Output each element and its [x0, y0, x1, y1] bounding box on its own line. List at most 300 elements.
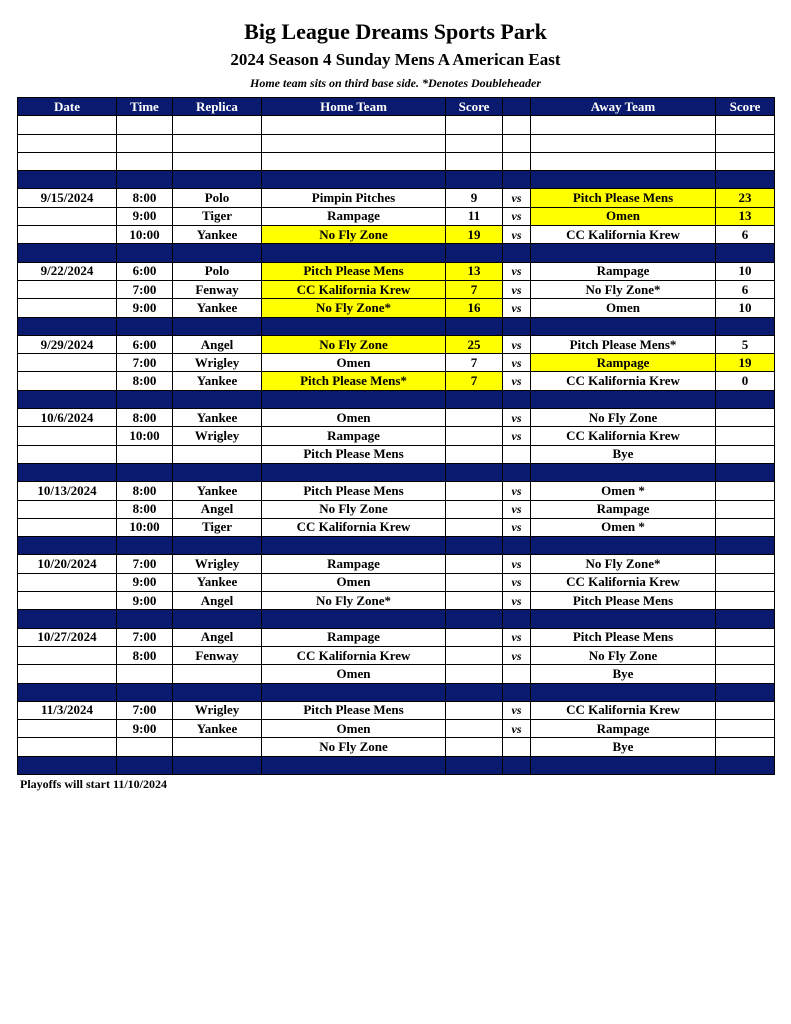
table-row [18, 427, 775, 445]
week-separator [18, 244, 775, 262]
separator-cell [117, 537, 173, 555]
replica-cell: Yankee [173, 482, 262, 500]
home-team-cell: Pitch Please Mens [262, 482, 446, 500]
home-team-cell: Omen [262, 409, 446, 427]
away-team-cell: CC Kalifornia Krew [531, 701, 716, 719]
separator-cell [18, 610, 117, 628]
home-score-cell: 25 [446, 335, 503, 353]
separator-cell [446, 390, 503, 408]
table-row [18, 299, 775, 317]
vs-cell [503, 738, 531, 756]
separator-cell [503, 463, 531, 481]
date-cell: 11/3/2024 [18, 701, 117, 719]
date-cell [18, 738, 117, 756]
away-score-cell [716, 152, 775, 170]
away-score-cell [716, 116, 775, 134]
week-separator [18, 171, 775, 189]
separator-cell [503, 390, 531, 408]
away-score-cell [716, 573, 775, 591]
replica-cell: Tiger [173, 518, 262, 536]
home-score-cell: 16 [446, 299, 503, 317]
date-cell [18, 518, 117, 536]
separator-cell [446, 463, 503, 481]
away-team-cell [531, 152, 716, 170]
replica-cell [173, 152, 262, 170]
vs-cell: vs [503, 262, 531, 280]
replica-cell: Yankee [173, 409, 262, 427]
week-separator [18, 317, 775, 335]
date-cell: 10/6/2024 [18, 409, 117, 427]
separator-cell [262, 244, 446, 262]
separator-cell [716, 317, 775, 335]
away-score-cell [716, 701, 775, 719]
table-row [18, 518, 775, 536]
away-score-cell: 13 [716, 207, 775, 225]
away-team-cell: No Fly Zone [531, 409, 716, 427]
away-score-cell: 0 [716, 372, 775, 390]
separator-cell [446, 317, 503, 335]
home-team-cell [262, 134, 446, 152]
date-cell [18, 226, 117, 244]
vs-cell [503, 152, 531, 170]
home-score-cell [446, 134, 503, 152]
separator-cell [173, 756, 262, 774]
vs-cell: vs [503, 189, 531, 207]
separator-cell [716, 683, 775, 701]
home-score-cell: 11 [446, 207, 503, 225]
table-row [18, 592, 775, 610]
home-score-cell [446, 500, 503, 518]
replica-cell: Wrigley [173, 555, 262, 573]
separator-cell [173, 683, 262, 701]
separator-cell [262, 390, 446, 408]
home-score-cell [446, 628, 503, 646]
separator-cell [117, 756, 173, 774]
time-cell: 9:00 [117, 720, 173, 738]
time-cell [117, 134, 173, 152]
table-row [18, 372, 775, 390]
home-score-cell [446, 720, 503, 738]
separator-cell [531, 171, 716, 189]
time-cell: 7:00 [117, 354, 173, 372]
table-row [18, 354, 775, 372]
vs-cell: vs [503, 299, 531, 317]
column-header-date: Date [18, 98, 117, 116]
time-cell: 7:00 [117, 628, 173, 646]
replica-cell: Tiger [173, 207, 262, 225]
date-cell [18, 116, 117, 134]
time-cell: 7:00 [117, 280, 173, 298]
separator-cell [262, 610, 446, 628]
vs-cell: vs [503, 354, 531, 372]
separator-cell [18, 756, 117, 774]
replica-cell: Polo [173, 189, 262, 207]
date-cell: 9/22/2024 [18, 262, 117, 280]
away-score-cell [716, 445, 775, 463]
time-cell: 8:00 [117, 482, 173, 500]
away-team-cell: No Fly Zone* [531, 280, 716, 298]
separator-cell [503, 683, 531, 701]
time-cell [117, 738, 173, 756]
away-score-cell: 5 [716, 335, 775, 353]
separator-cell [262, 463, 446, 481]
vs-cell: vs [503, 646, 531, 664]
separator-cell [716, 756, 775, 774]
time-cell [117, 152, 173, 170]
schedule-table [17, 97, 775, 775]
vs-cell: vs [503, 518, 531, 536]
separator-cell [503, 537, 531, 555]
away-score-cell: 10 [716, 299, 775, 317]
time-cell: 7:00 [117, 555, 173, 573]
table-row [18, 226, 775, 244]
date-cell [18, 573, 117, 591]
date-cell [18, 134, 117, 152]
home-score-cell [446, 445, 503, 463]
home-team-cell: No Fly Zone [262, 738, 446, 756]
separator-cell [18, 244, 117, 262]
header-note: Home team sits on third base side. *Denotes Doubleheader [250, 76, 541, 90]
home-team-cell [262, 116, 446, 134]
home-score-cell [446, 573, 503, 591]
home-score-cell [446, 116, 503, 134]
away-score-cell [716, 427, 775, 445]
away-score-cell [716, 409, 775, 427]
home-score-cell: 13 [446, 262, 503, 280]
home-team-cell: Pitch Please Mens [262, 701, 446, 719]
away-score-cell [716, 646, 775, 664]
vs-cell [503, 445, 531, 463]
home-score-cell [446, 152, 503, 170]
date-cell [18, 299, 117, 317]
table-row [18, 555, 775, 573]
away-team-cell: Rampage [531, 354, 716, 372]
home-score-cell [446, 592, 503, 610]
separator-cell [503, 756, 531, 774]
replica-cell [173, 738, 262, 756]
away-team-cell: Rampage [531, 720, 716, 738]
page-title: Big League Dreams Sports Park [244, 19, 547, 44]
replica-cell: Fenway [173, 280, 262, 298]
away-score-cell [716, 500, 775, 518]
replica-cell: Angel [173, 335, 262, 353]
time-cell [117, 445, 173, 463]
replica-cell [173, 116, 262, 134]
table-row [18, 134, 775, 152]
separator-cell [531, 537, 716, 555]
home-score-cell [446, 482, 503, 500]
date-cell [18, 665, 117, 683]
vs-cell: vs [503, 555, 531, 573]
away-team-cell: Omen [531, 299, 716, 317]
separator-cell [18, 463, 117, 481]
home-team-cell: No Fly Zone [262, 500, 446, 518]
replica-cell [173, 134, 262, 152]
home-score-cell [446, 518, 503, 536]
separator-cell [173, 537, 262, 555]
away-score-cell: 23 [716, 189, 775, 207]
separator-cell [531, 610, 716, 628]
table-row [18, 189, 775, 207]
time-cell: 9:00 [117, 299, 173, 317]
table-row [18, 573, 775, 591]
home-score-cell [446, 665, 503, 683]
separator-cell [531, 683, 716, 701]
separator-cell [173, 390, 262, 408]
replica-cell: Angel [173, 628, 262, 646]
header-row [18, 98, 775, 116]
home-team-cell: Omen [262, 573, 446, 591]
home-score-cell [446, 738, 503, 756]
separator-cell [446, 683, 503, 701]
vs-cell: vs [503, 207, 531, 225]
home-team-cell: No Fly Zone* [262, 592, 446, 610]
home-score-cell [446, 646, 503, 664]
away-team-cell: CC Kalifornia Krew [531, 372, 716, 390]
home-team-cell: Rampage [262, 628, 446, 646]
separator-cell [262, 683, 446, 701]
home-team-cell: CC Kalifornia Krew [262, 518, 446, 536]
time-cell: 9:00 [117, 573, 173, 591]
date-cell: 10/13/2024 [18, 482, 117, 500]
home-team-cell: Pitch Please Mens [262, 445, 446, 463]
separator-cell [18, 683, 117, 701]
away-team-cell: Bye [531, 738, 716, 756]
table-row [18, 482, 775, 500]
away-team-cell [531, 134, 716, 152]
replica-cell: Wrigley [173, 427, 262, 445]
time-cell [117, 116, 173, 134]
table-row [18, 152, 775, 170]
vs-cell: vs [503, 372, 531, 390]
vs-cell [503, 116, 531, 134]
date-cell [18, 372, 117, 390]
date-cell [18, 280, 117, 298]
date-cell [18, 646, 117, 664]
time-cell: 10:00 [117, 226, 173, 244]
table-row [18, 116, 775, 134]
away-team-cell: Rampage [531, 500, 716, 518]
separator-cell [173, 244, 262, 262]
vs-cell: vs [503, 226, 531, 244]
time-cell: 10:00 [117, 427, 173, 445]
date-cell [18, 354, 117, 372]
time-cell: 6:00 [117, 335, 173, 353]
table-row [18, 701, 775, 719]
away-score-cell: 6 [716, 226, 775, 244]
separator-cell [117, 610, 173, 628]
away-score-cell [716, 628, 775, 646]
separator-cell [18, 171, 117, 189]
away-score-cell [716, 555, 775, 573]
table-row [18, 665, 775, 683]
date-cell [18, 592, 117, 610]
separator-cell [531, 463, 716, 481]
vs-cell: vs [503, 720, 531, 738]
away-team-cell: Omen * [531, 518, 716, 536]
away-score-cell: 19 [716, 354, 775, 372]
home-team-cell: Pitch Please Mens* [262, 372, 446, 390]
table-row [18, 335, 775, 353]
away-team-cell: CC Kalifornia Krew [531, 573, 716, 591]
away-team-cell: Pitch Please Mens [531, 592, 716, 610]
replica-cell: Yankee [173, 720, 262, 738]
away-score-cell [716, 720, 775, 738]
week-separator [18, 390, 775, 408]
replica-cell: Yankee [173, 372, 262, 390]
separator-cell [262, 756, 446, 774]
home-score-cell [446, 427, 503, 445]
date-cell [18, 207, 117, 225]
home-team-cell: CC Kalifornia Krew [262, 646, 446, 664]
home-team-cell: Omen [262, 354, 446, 372]
date-cell [18, 500, 117, 518]
time-cell: 8:00 [117, 372, 173, 390]
separator-cell [117, 244, 173, 262]
away-score-cell [716, 482, 775, 500]
separator-cell [173, 463, 262, 481]
separator-cell [173, 610, 262, 628]
date-cell: 9/29/2024 [18, 335, 117, 353]
separator-cell [18, 317, 117, 335]
away-score-cell [716, 665, 775, 683]
away-team-cell: CC Kalifornia Krew [531, 226, 716, 244]
separator-cell [18, 390, 117, 408]
time-cell [117, 665, 173, 683]
column-header-vs [503, 98, 531, 116]
home-team-cell: Pitch Please Mens [262, 262, 446, 280]
vs-cell: vs [503, 592, 531, 610]
replica-cell: Yankee [173, 226, 262, 244]
week-separator [18, 610, 775, 628]
week-separator [18, 537, 775, 555]
replica-cell [173, 665, 262, 683]
separator-cell [117, 463, 173, 481]
separator-cell [716, 463, 775, 481]
table-row [18, 445, 775, 463]
vs-cell: vs [503, 409, 531, 427]
date-cell: 9/15/2024 [18, 189, 117, 207]
vs-cell: vs [503, 573, 531, 591]
home-team-cell: Rampage [262, 207, 446, 225]
page-subtitle: 2024 Season 4 Sunday Mens A American East [230, 50, 561, 69]
table-row [18, 409, 775, 427]
separator-cell [716, 537, 775, 555]
separator-cell [716, 244, 775, 262]
separator-cell [446, 171, 503, 189]
away-team-cell: CC Kalifornia Krew [531, 427, 716, 445]
column-header-away-team: Away Team [531, 98, 716, 116]
away-team-cell: No Fly Zone [531, 646, 716, 664]
home-score-cell: 19 [446, 226, 503, 244]
away-team-cell: Pitch Please Mens [531, 628, 716, 646]
home-score-cell [446, 555, 503, 573]
away-team-cell: Bye [531, 665, 716, 683]
home-score-cell: 9 [446, 189, 503, 207]
home-team-cell: No Fly Zone [262, 335, 446, 353]
vs-cell: vs [503, 427, 531, 445]
separator-cell [262, 171, 446, 189]
vs-cell: vs [503, 628, 531, 646]
schedule-body [18, 116, 775, 775]
time-cell: 6:00 [117, 262, 173, 280]
separator-cell [716, 610, 775, 628]
time-cell: 8:00 [117, 189, 173, 207]
table-row [18, 262, 775, 280]
vs-cell [503, 134, 531, 152]
separator-cell [446, 610, 503, 628]
week-separator [18, 683, 775, 701]
vs-cell: vs [503, 335, 531, 353]
separator-cell [531, 244, 716, 262]
away-score-cell [716, 134, 775, 152]
week-separator [18, 756, 775, 774]
away-score-cell [716, 738, 775, 756]
separator-cell [446, 244, 503, 262]
date-cell: 10/27/2024 [18, 628, 117, 646]
home-team-cell: Rampage [262, 427, 446, 445]
home-team-cell: Rampage [262, 555, 446, 573]
away-team-cell: Omen [531, 207, 716, 225]
separator-cell [503, 317, 531, 335]
time-cell: 8:00 [117, 409, 173, 427]
home-score-cell: 7 [446, 372, 503, 390]
separator-cell [446, 756, 503, 774]
vs-cell: vs [503, 701, 531, 719]
table-row [18, 646, 775, 664]
separator-cell [503, 610, 531, 628]
column-header-away-score: Score [716, 98, 775, 116]
home-score-cell: 7 [446, 280, 503, 298]
away-team-cell: Pitch Please Mens [531, 189, 716, 207]
away-score-cell: 10 [716, 262, 775, 280]
date-cell: 10/20/2024 [18, 555, 117, 573]
separator-cell [18, 537, 117, 555]
away-team-cell: No Fly Zone* [531, 555, 716, 573]
away-team-cell: Bye [531, 445, 716, 463]
separator-cell [117, 683, 173, 701]
replica-cell: Polo [173, 262, 262, 280]
column-header-home-team: Home Team [262, 98, 446, 116]
vs-cell: vs [503, 500, 531, 518]
separator-cell [531, 756, 716, 774]
column-header-time: Time [117, 98, 173, 116]
column-header-home-score: Score [446, 98, 503, 116]
separator-cell [531, 390, 716, 408]
separator-cell [262, 317, 446, 335]
time-cell: 8:00 [117, 500, 173, 518]
table-row [18, 500, 775, 518]
separator-cell [716, 390, 775, 408]
separator-cell [503, 244, 531, 262]
table-row [18, 628, 775, 646]
column-header-replica: Replica [173, 98, 262, 116]
time-cell: 9:00 [117, 592, 173, 610]
table-row [18, 207, 775, 225]
away-team-cell: Rampage [531, 262, 716, 280]
home-score-cell: 7 [446, 354, 503, 372]
home-team-cell: Omen [262, 665, 446, 683]
separator-cell [503, 171, 531, 189]
separator-cell [117, 171, 173, 189]
replica-cell [173, 445, 262, 463]
replica-cell: Angel [173, 500, 262, 518]
away-team-cell: Omen * [531, 482, 716, 500]
away-score-cell: 6 [716, 280, 775, 298]
home-team-cell: No Fly Zone [262, 226, 446, 244]
time-cell: 10:00 [117, 518, 173, 536]
separator-cell [173, 317, 262, 335]
